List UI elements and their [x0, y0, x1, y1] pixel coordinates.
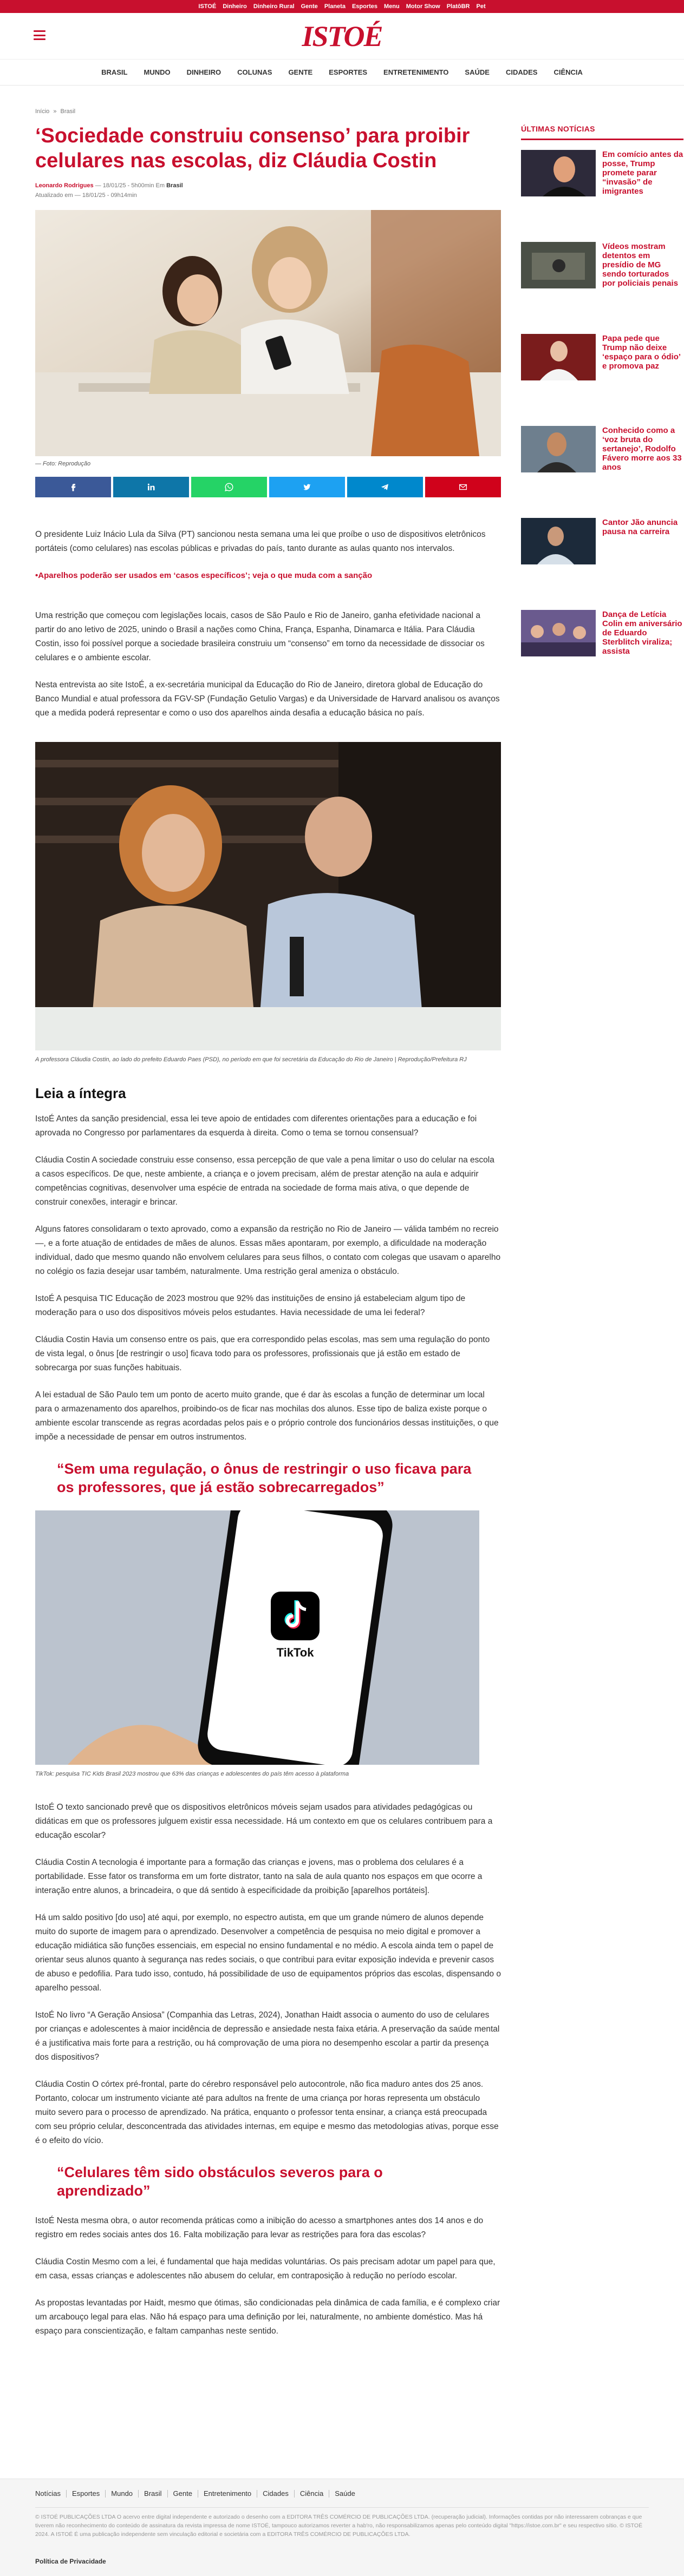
breadcrumb-separator: » [53, 108, 57, 115]
news-item[interactable] [521, 242, 683, 288]
share-whatsapp-button[interactable] [191, 477, 267, 497]
sidebar-latest-news [521, 124, 683, 702]
email-icon [458, 482, 468, 492]
news-title[interactable]: Papa pede que Trump não deixe ‘espaço para o ódio’ e promova paz [602, 334, 681, 371]
telegram-icon [380, 482, 390, 492]
share-bar [35, 477, 501, 497]
partner-link[interactable]: Dinheiro [223, 3, 247, 10]
footer-nav [35, 2490, 361, 2498]
partner-link[interactable]: Menu [384, 3, 400, 10]
news-item[interactable] [521, 334, 683, 380]
footer-link[interactable]: Notícias [35, 2490, 67, 2498]
category-label: Em [155, 182, 165, 189]
interview-answer: Cláudia Costin Havia um consenso entre os pais, que era correspondido pelas escolas, mas sem uma regulação do ponto de vista legal, o ônus [de restringir o uso] ficava todo para os professores, profissionais que já estão em estado de sobrecarga por suas funções habituais. [35, 1335, 490, 1372]
share-telegram-button[interactable] [347, 477, 423, 497]
interview-question: IstoÉ Antes da sanção presidencial, essa lei teve apoio de entidades com diferentes orientações para a educação e foi aprovada no Congresso por parlamentares da esquerda à direita. Como o tema se tornou consensual? [35, 1114, 477, 1138]
section-title: Leia a íntegra [35, 1085, 126, 1101]
paragraph: Há um saldo positivo [do uso] até aqui, por exemplo, no espectro autista, em que um grande número de alunos depende muito do suporte de imagem para o aprendizado. Desenvolver a competência de pesquisa no meio digital e promover a educação midiática são funções essenciais, em especial no ensino fundamental e no médio. A escola ainda tem o papel de orientar seus alunos quanto à segurança nas redes sociais, o que contribui para evitar exposição indevida e prevenir casos de abuso e pedofilia. Para tudo isso, contudo, há possibilidade de uso de equipamentos próprios das escolas, dispensando o aparelho pessoal. [35, 1913, 501, 1993]
paragraph: Nesta entrevista ao site IstoÉ, a ex-secretária municipal da Educação do Rio de Janeiro, diretora global de Educação do Banco Mundial e atual professora da FGV-SP (Fundação Getulio Vargas) e da Universidade de Harvard analisou os avanços que a medida poderá representar e como o uso dos aparelhos ainda desafia a educação básica no país. [35, 680, 500, 718]
hero-caption: — Foto: Reprodução [35, 461, 91, 467]
footer-link[interactable]: Ciência [295, 2490, 329, 2498]
breadcrumb-home[interactable]: Início [35, 108, 50, 115]
sidebar-title: ÚLTIMAS NOTÍCIAS [521, 124, 683, 140]
paragraph: Uma restrição que começou com legislações locais, casos de São Paulo e Rio de Janeiro, ganha efetividade nacional a partir do ano letivo de 2025, unindo o Brasil a nações como China, França, Espanha, Dinamarca e Itália. Para Cláudia Costin, isso foi possível porque a sociedade brasileira construiu um “consenso” em torno da necessidade de dissociar os celulares e o ambiente escolar. [35, 611, 485, 662]
figure-caption: A professora Cláudia Costin, ao lado do prefeito Eduardo Paes (PSD), no período em que foi secretária da Educação do Rio de Janeiro | Reprodução/Prefeitura RJ [35, 1056, 467, 1063]
pull-quote: “Celulares têm sido obstáculos severos para o aprendizado” [57, 2164, 383, 2199]
interview-answer: Cláudia Costin O córtex pré-frontal, parte do cérebro responsável pelo autocontrole, não fica maduro antes dos 25 anos. Portanto, colocar um instrumento viciante até para adultos na frente de uma criança por horas representa um obstáculo muito severo para o processo de aprendizado. Na prática, enquanto o professor tenta ensinar, a criança está preocupada com seu próprio celular, desconcentrada das atividades internas, em equipe e mesmo das metodologias ativas, porque esse é o efeito do vício. [35, 2080, 499, 2145]
news-title[interactable]: Dança de Letícia Colin em aniversário de Eduardo Sterblitch viraliza; assista [602, 610, 682, 656]
paragraph: O presidente Luiz Inácio Lula da Silva (PT) sancionou nesta semana uma lei que proíbe o uso de dispositivos eletrônicos portáteis (como celulares) nas escolas públicas e privadas do país, tanto durante as aulas quanto nos intervalos. [35, 530, 486, 553]
nav-item-mundo[interactable]: MUNDO [144, 68, 171, 76]
footer-link[interactable]: Gente [168, 2490, 198, 2498]
interview-answer: Cláudia Costin A sociedade construiu esse consenso, essa percepção de que vale a pena limitar o uso do celular na escola a casos específicos. De que, neste ambiente, a criança e o jovem precisam, além de prestar atenção na aula e adquirir competências cognitivas, desenvolver uma espécie de entrada na sociedade de forma mais ativa, o que depende de construir conexões, interagir e brincar. [35, 1155, 494, 1207]
share-twitter-button[interactable] [269, 477, 345, 497]
nav-item-brasil[interactable]: BRASIL [101, 68, 128, 76]
partner-link[interactable]: Planeta [324, 3, 346, 10]
news-thumbnail[interactable] [521, 518, 596, 564]
breadcrumb [35, 108, 501, 115]
news-item[interactable] [521, 426, 683, 472]
article-body [35, 528, 501, 2338]
menu-icon[interactable] [34, 30, 45, 40]
news-item[interactable] [521, 150, 683, 196]
footer-link[interactable]: Cidades [257, 2490, 295, 2498]
footer-link[interactable]: Esportes [67, 2490, 106, 2498]
main-nav [0, 60, 684, 86]
whatsapp-icon [224, 482, 234, 492]
nav-item-esportes[interactable]: ESPORTES [329, 68, 368, 76]
partner-bar [0, 0, 684, 13]
nav-item-colunas[interactable]: COLUNAS [237, 68, 272, 76]
interview-question: IstoÉ O texto sancionado prevê que os dispositivos eletrônicos móveis sejam usados para atividades pedagógicas ou didáticas em que os professores julguem existir essa necessidade. Há um contexto em que os celulares contribuem para a educação escolar? [35, 1803, 493, 1840]
news-thumbnail[interactable] [521, 610, 596, 656]
related-link[interactable]: •Aparelhos poderão ser usados em ‘casos específicos’; veja o que muda com a sanção [35, 571, 373, 580]
footer-link[interactable]: Entretenimento [198, 2490, 257, 2498]
article-title: ‘Sociedade construiu consenso’ para proibir celulares nas escolas, diz Cláudia Costin [35, 124, 470, 172]
updated-label: Atualizado em [35, 192, 73, 199]
partner-link[interactable]: Dinheiro Rural [253, 3, 295, 10]
facebook-icon [68, 482, 78, 492]
news-thumbnail[interactable] [521, 242, 596, 288]
privacy-policy-link[interactable]: Política de Privacidade [35, 2558, 106, 2565]
tiktok-logo-text: TikTok [276, 1646, 314, 1659]
footer-link[interactable]: Brasil [139, 2490, 168, 2498]
nav-item-entretenimento[interactable]: ENTRETENIMENTO [383, 68, 449, 76]
hero-image [35, 210, 501, 456]
linkedin-icon [146, 482, 156, 492]
partner-link[interactable]: Gente [301, 3, 318, 10]
partner-link[interactable]: Motor Show [406, 3, 440, 10]
interview-question: IstoÉ Nesta mesma obra, o autor recomenda práticas como a inibição do acesso a smartphones antes dos 14 anos e do registro em redes sociais antes dos 16. Falta mobilização para levar as restrições para fora das escolas? [35, 2216, 484, 2239]
nav-item-saude[interactable]: SAÚDE [465, 68, 490, 76]
author-name[interactable]: Leonardo Rodrigues [35, 182, 94, 189]
publish-date: 18/01/25 - 5h00min [102, 182, 154, 189]
breadcrumb-section[interactable]: Brasil [60, 108, 76, 115]
interview-question: IstoÉ No livro “A Geração Ansiosa” (Companhia das Letras, 2024), Jonathan Haidt associa o aumento do uso de celulares por crianças e adolescentes à maior incidência de depressão e ansiedade nesta faixa etária. A preservação da saúde mental é a justificativa mais forte para a restrição, ou há comprovação de uma piora no desempenho escolar a partir da presença dos dispositivos? [35, 2010, 500, 2062]
share-facebook-button[interactable] [35, 477, 111, 497]
tiktok-caption: TikTok: pesquisa TIC Kids Brasil 2023 mostrou que 63% das crianças e adolescentes do país têm acesso à plataforma [35, 1771, 349, 1777]
partner-link[interactable]: ISTOÉ [198, 3, 217, 10]
news-thumbnail[interactable] [521, 334, 596, 380]
news-title[interactable]: Em comício antes da posse, Trump promete parar “invasão” de imigrantes [602, 150, 683, 196]
news-thumbnail[interactable] [521, 426, 596, 472]
article-meta: Leonardo Rodrigues — 18/01/25 - 5h00min Em Brasil Atualizado em — 18/01/25 - 09h14min [35, 182, 183, 199]
partner-link[interactable]: PlatôBR [446, 3, 470, 10]
twitter-icon [302, 482, 312, 492]
news-item[interactable] [521, 610, 683, 656]
footer-link[interactable]: Mundo [106, 2490, 139, 2498]
paragraph: A lei estadual de São Paulo tem um ponto de acerto muito grande, que é dar às escolas a função de determinar um local para o armazenamento dos aparelhos, proibindo-os de ficar nas mochilas dos alunos. Esse tipo de baliza existe porque o ambiente escolar transcende as regras acordadas pelos pais e o próprio controle dos funcionários dessas instituições, o que impõe a necessidade de pensar em outros instrumentos. [35, 1390, 499, 1442]
footer-divider [35, 2507, 649, 2508]
news-title[interactable]: Conhecido como a ‘voz bruta do sertanejo’, Rodolfo Fávero morre aos 33 anos [602, 426, 682, 472]
hero-photo-illustration [35, 210, 501, 456]
pull-quote: “Sem uma regulação, o ônus de restringir o uso ficava para os professores, que já estão sobrecarregados” [57, 1461, 472, 1495]
site-footer [0, 2479, 684, 2576]
share-email-button[interactable] [425, 477, 501, 497]
nav-item-gente[interactable]: GENTE [288, 68, 313, 76]
article [35, 108, 501, 2351]
partner-link[interactable]: Pet [476, 3, 486, 10]
news-item[interactable] [521, 518, 683, 564]
interview-question: IstoÉ A pesquisa TIC Educação de 2023 mostrou que 92% das instituições de ensino já estabeleciam algum tipo de moderação para o uso dos dispositivos móveis pelos estudantes. Havia necessidade de uma lei federal? [35, 1294, 466, 1317]
site-header [0, 13, 684, 60]
nav-item-ciencia[interactable]: CIÊNCIA [553, 68, 583, 76]
updated-date: 18/01/25 - 09h14min [82, 192, 137, 199]
interview-answer: Cláudia Costin Mesmo com a lei, é fundamental que haja medidas voluntárias. Os pais precisam adotar um papel para que, em casa, essas crianças e adolescentes não abusem do celular, em contraposição à redução no período escolar. [35, 2257, 496, 2281]
figure-photo-illustration [35, 742, 501, 1050]
site-logo[interactable]: ISTOÉ [302, 19, 382, 52]
category-link[interactable]: Brasil [166, 182, 183, 189]
footer-link[interactable]: Saúde [335, 2489, 355, 2498]
news-thumbnail[interactable] [521, 150, 596, 196]
partner-link[interactable]: Esportes [351, 3, 378, 10]
news-title[interactable]: Vídeos mostram detentos em presídio de MG sendo torturados por policiais penais [602, 242, 679, 288]
nav-item-cidades[interactable]: CIDADES [505, 68, 538, 76]
paragraph: Alguns fatores consolidaram o texto aprovado, como a expansão da restrição no Rio de Janeiro — válida também no recreio —, e a forte atuação de entidades de mães de alunos. Essas mães apontaram, por exemplo, a dificuldade na moderação individual, dado que mesmo quando não envolvem celulares para seus filhos, o contato com colegas que usavam o aparelho no colégio os fazia desejar usar também, naturalmente. Uma restrição geral ameniza o obstáculo. [35, 1225, 501, 1276]
paragraph: As propostas levantadas por Haidt, mesmo que ótimas, são condicionadas pela dinâmica de cada família, e é complexo criar um arcabouço legal para elas. Não há espaço para uma definição por lei, naturalmente, no ambiente doméstico. Mas há espaço para conscientização, e faltam campanhas neste sentido. [35, 2298, 500, 2336]
interview-answer: Cláudia Costin A tecnologia é importante para a formação das crianças e jovens, mas o problema dos celulares é a portabilidade. Esse fator os transforma em um forte distrator, tanto na sala de aula quanto nos espaços em que ocorre a interação entre alunos, a brincadeira, o que dá sentido à especificidade da proibição [aparelhos portáteis]. [35, 1858, 483, 1895]
nav-item-dinheiro[interactable]: DINHEIRO [186, 68, 222, 76]
share-linkedin-button[interactable] [113, 477, 189, 497]
news-title[interactable]: Cantor Jão anuncia pausa na carreira [602, 518, 678, 536]
tiktok-photo-illustration [35, 1510, 479, 1765]
article-figure-image [35, 742, 501, 1050]
tiktok-phone-image [35, 1510, 479, 1765]
footer-legal-text: © ISTOÉ PUBLICAÇÕES LTDA O acervo entre digital independente e autorizado o desenho com a EDITORA TRÊS COMÉRCIO DE PUBLICAÇÕES LTDA. (recuperação judicial). Informações contidas por não interessarem cobranças e que tiverem não reconhecimento do conteúdo de assinatura da revista impressa de nome ISTOÉ, tampouco autorizamos reverter a hab'ro, não responsabilizamos apenas pelo conteúdo digital "https://istoe.com.br" e seu respectivo sítio. © ISTOÉ 2024. A ISTOÉ É uma publicação independente sem vinculação editorial e societária com a EDITORA TRÊS COMÉRCIO DE PUBLICAÇÕES LTDA. [35, 2514, 643, 2538]
